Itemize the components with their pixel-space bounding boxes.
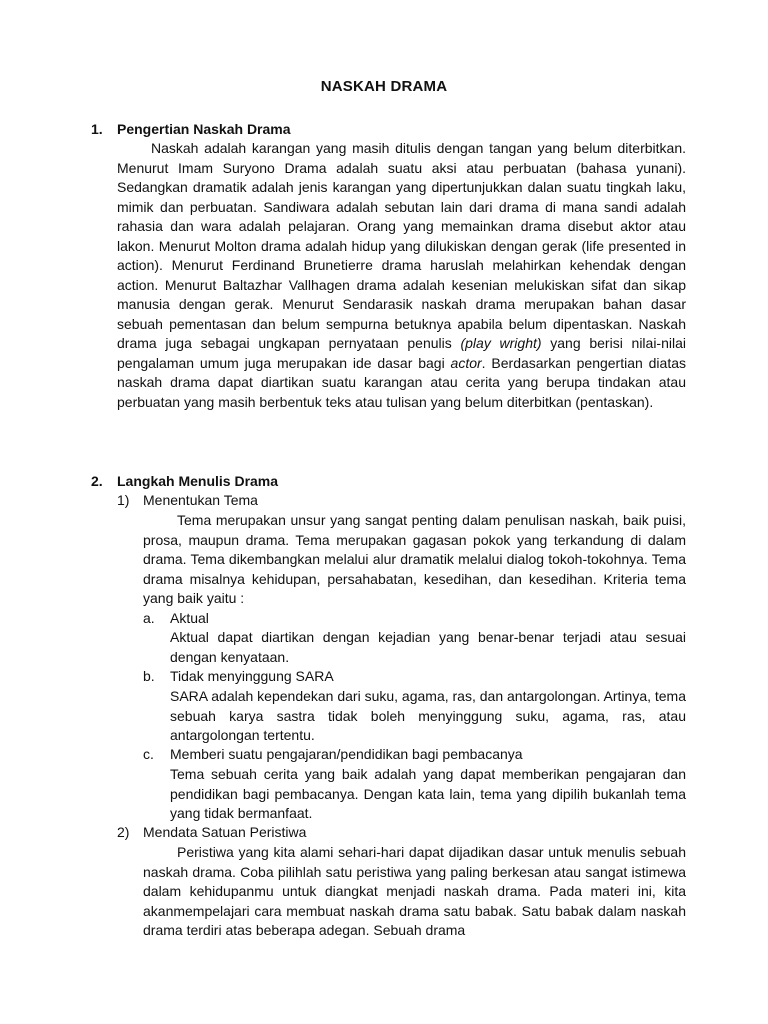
section-1-text-part2: yang berisi nilai-nilai pengalaman umum juga merupakan ide dasar bagi — [117, 335, 687, 371]
criteria-a-text: Aktual dapat diartikan dengan kejadian yang benar-benar terjadi atau sesuai dengan kenyataan. — [170, 629, 686, 665]
section-1-italic-actor: actor — [450, 354, 482, 371]
criteria-b-letter: b. — [143, 668, 155, 684]
section-1-heading: Pengertian Naskah Drama — [117, 121, 291, 137]
section-2-number: 2. — [91, 473, 103, 489]
step-1-number: 1) — [117, 492, 130, 508]
section-1-number: 1. — [91, 121, 103, 137]
step-2-paragraph: Peristiwa yang kita alami sehari-hari dapat dijadikan dasar untuk menulis sebuah naskah drama. Coba pilihlah satu peristiwa yang paling berkesan atau sangat istimewa dalam kehidupanmu untuk diangkat menjadi naskah drama. Pada materi ini, kita akanmempelajari cara membuat naskah drama satu babak. Satu babak dalam naskah drama terdiri atas beberapa adegan. Sebuah drama — [143, 844, 686, 938]
page-title: NASKAH DRAMA — [320, 78, 448, 95]
section-1-text-part3: . Berdasarkan pengertian diatas naskah drama dapat diartikan suatu karangan atau cerita yang berupa tindakan atau perbuatan yang masih berbentuk teks atau tulisan yang belum diterbitkan (pentaskan). — [117, 354, 686, 410]
criteria-a-letter: a. — [143, 610, 155, 626]
step-2-heading: Mendata Satuan Peristiwa — [143, 824, 307, 840]
section-1-text-part1: Naskah adalah karangan yang masih ditulis dengan tangan yang belum diterbitkan. Menurut Imam Suryono Drama adalah suatu aksi atau perbuatan (bahasa yunani). Sedangkan dramatik adalah jenis karangan yang dipertunjukkan dalan suatu tingkah laku, mimik dan perbuatan. Sandiwara adalah sebutan lain dari drama di mana sandi adalah rahasia dan wara adalah pelajaran. Orang yang memainkan drama disebut aktor atau lakon. Menurut Molton drama adalah hidup yang dilukiskan dengan gerak (life presented in action). Menurut Ferdinand Brunetierre drama haruslah melahirkan kehendak dengan action. Menurut Baltazhar Vallhagen drama adalah kesenian melukiskan sifat dan sikap manusia dengan gerak. Menurut Sendarasik naskah drama merupakan bahan dasar sebuah pementasan dan belum sempurna betuknya apabila belum dipentaskan. Naskah drama juga sebagai ungkapan pernyataan penulis — [117, 140, 686, 351]
criteria-c-heading: Memberi suatu pengajaran/pendidikan bagi pembacanya — [170, 746, 523, 762]
criteria-c-text: Tema sebuah cerita yang baik adalah yang dapat memberikan pengajaran dan pendidikan bagi pembacanya. Dengan kata lain, tema yang dipilih bukanlah tema yang tidak bermanfaat. — [170, 766, 686, 821]
step-2-number: 2) — [117, 824, 130, 840]
criteria-a-heading: Aktual — [170, 610, 209, 626]
criteria-c-letter: c. — [143, 746, 154, 762]
criteria-b-text: SARA adalah kependekan dari suku, agama, ras, dan antargolongan. Artinya, tema sebuah karya sastra tidak boleh menyinggung suku, agama, ras, atau antargolongan tertentu. — [170, 688, 687, 743]
criteria-b-heading: Tidak menyinggung SARA — [170, 668, 334, 684]
section-1-paragraph — [117, 139, 686, 412]
step-1-heading: Menentukan Tema — [143, 492, 258, 508]
section-2-heading: Langkah Menulis Drama — [117, 473, 279, 489]
step-1-paragraph: Tema merupakan unsur yang sangat penting dalam penulisan naskah, baik puisi, prosa, maupun drama. Tema merupakan gagasan pokok yang terkandung di dalam drama. Tema dikembangkan melalui alur dramatik melalui dialog tokoh-tokohnya. Tema drama misalnya kehidupan, persahabatan, kesedihan, dan kesedihan. Kriteria tema yang baik yaitu : — [143, 512, 686, 606]
section-1-italic-play-wright: (play wright) — [460, 335, 542, 351]
